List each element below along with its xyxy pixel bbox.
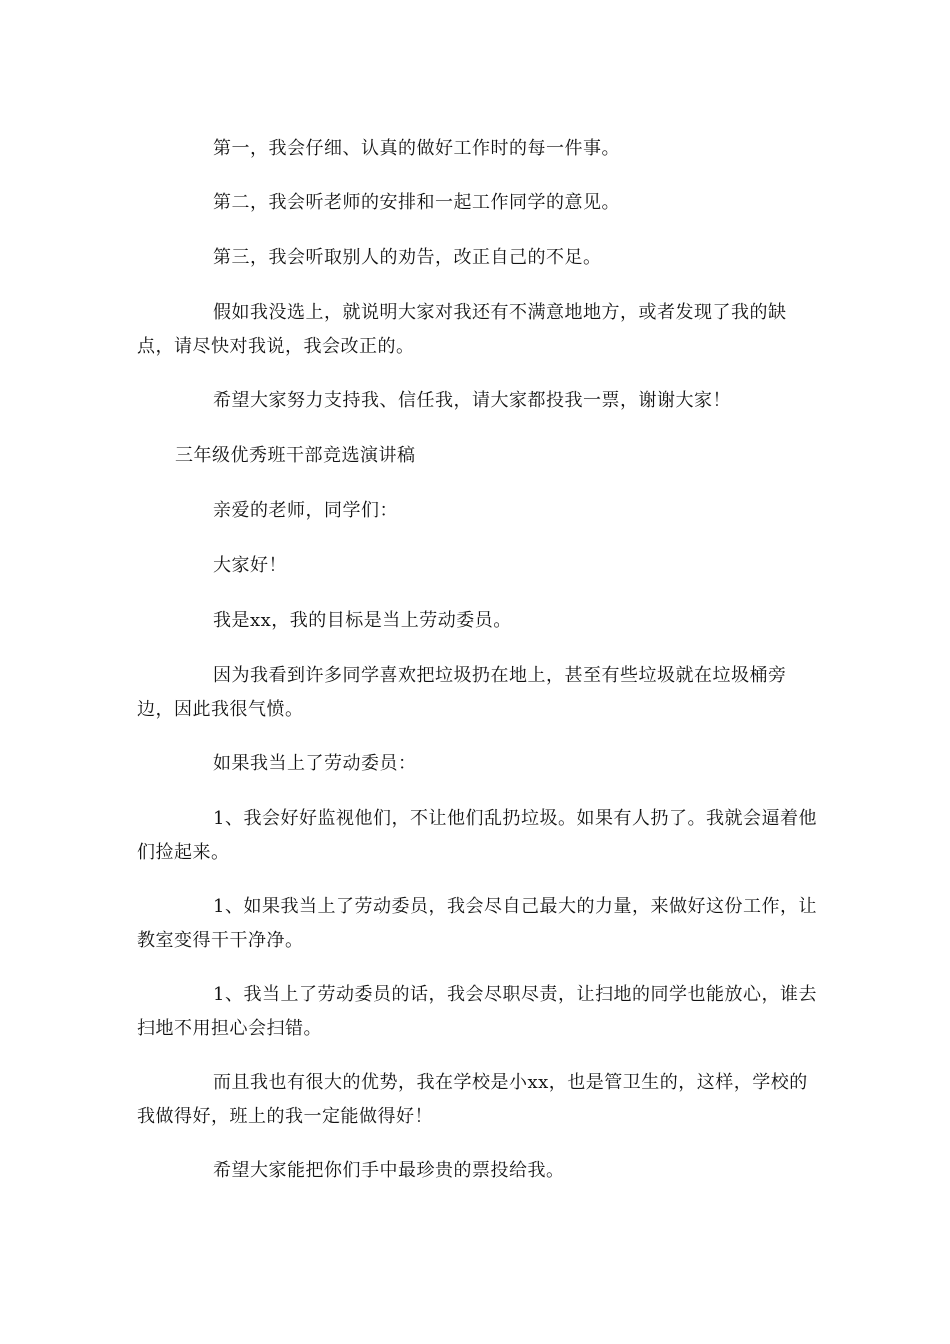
list-item-2: 1、如果我当上了劳动委员，我会尽自己最大的力量，来做好这份工作，让教室变得干干净净。 xyxy=(137,896,817,951)
paragraph-reason: 因为我看到许多同学喜欢把垃圾扔在地上，甚至有些垃圾就在垃圾桶旁边，因此我很气愤。 xyxy=(137,665,787,720)
list-item-3: 1、我当上了劳动委员的话，我会尽职尽责，让扫地的同学也能放心，谁去扫地不用担心会扫错。 xyxy=(137,984,817,1039)
paragraph-if: 如果我当上了劳动委员： xyxy=(213,753,417,774)
paragraph-5: 希望大家努力支持我、信任我，请大家都投我一票，谢谢大家！ xyxy=(213,390,731,411)
paragraph-4: 假如我没选上，就说明大家对我还有不满意地地方，或者发现了我的缺点，请尽快对我说，我会改正的。 xyxy=(137,302,787,357)
paragraph-closing: 希望大家能把你们手中最珍贵的票投给我。 xyxy=(213,1160,565,1181)
greeting: 大家好！ xyxy=(213,555,287,576)
paragraph-1: 第一，我会仔细、认真的做好工作时的每一件事。 xyxy=(213,138,620,159)
paragraph-advantage: 而且我也有很大的优势，我在学校是小xx，也是管卫生的，这样，学校的我做得好，班上的我一定能做得好！ xyxy=(137,1072,808,1127)
paragraph-2: 第二，我会听老师的安排和一起工作同学的意见。 xyxy=(213,192,620,213)
section-title: 三年级优秀班干部竞选演讲稿 xyxy=(175,445,416,466)
paragraph-intro: 我是xx，我的目标是当上劳动委员。 xyxy=(213,610,512,631)
list-item-1: 1、我会好好监视他们，不让他们乱扔垃圾。如果有人扔了。我就会逼着他们捡起来。 xyxy=(137,808,817,863)
salutation: 亲爱的老师，同学们： xyxy=(213,500,398,521)
paragraph-3: 第三，我会听取别人的劝告，改正自己的不足。 xyxy=(213,247,602,268)
